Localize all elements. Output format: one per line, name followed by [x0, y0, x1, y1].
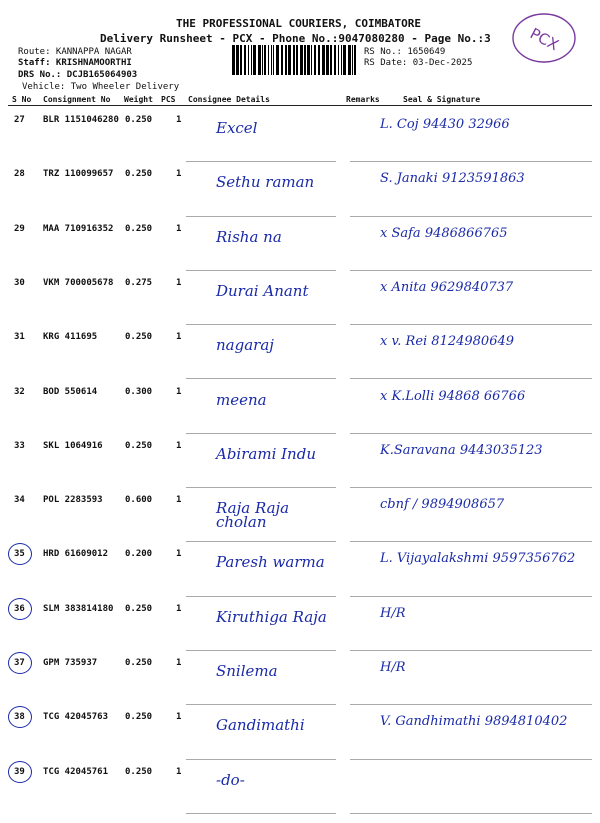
row-signature-handwritten: L. Vijayalakshmi 9597356762 [380, 551, 576, 567]
header-divider [8, 105, 592, 106]
row-weight: 0.250 [125, 658, 153, 668]
row-consignee-handwritten: meena [216, 390, 267, 409]
row-divider [350, 596, 592, 597]
company-title: THE PROFESSIONAL COURIERS, COIMBATORE [176, 17, 422, 30]
table-row [0, 163, 600, 225]
row-consignment-no: SKL 1064916 [43, 440, 103, 451]
row-consignment-no: TCG 42045763 [43, 712, 109, 723]
row-divider [186, 704, 336, 705]
row-pcs: 1 [176, 277, 182, 288]
stamp-text: PCX [526, 24, 562, 55]
row-weight: 0.250 [125, 766, 153, 777]
circled-serial-mark [8, 598, 32, 620]
row-sno: 34 [14, 495, 25, 506]
row-divider [350, 813, 592, 814]
row-pcs: 1 [176, 386, 182, 397]
row-sno: 27 [14, 115, 25, 125]
row-signature-handwritten: x Safa 9486866765 [380, 225, 508, 241]
row-sno: 29 [14, 223, 25, 234]
row-consignee-handwritten: Sethu raman [216, 173, 315, 192]
table-row [0, 706, 600, 768]
table-row [0, 109, 600, 171]
rs-date: RS Date: 03-Dec-2025 [364, 58, 473, 68]
table-row [0, 218, 600, 280]
table-row [0, 381, 600, 443]
col-pcs: PCS [161, 95, 176, 104]
table-row [0, 761, 600, 823]
col-remarks: Remarks [346, 95, 380, 104]
table-row [0, 543, 600, 605]
row-pcs: 1 [176, 440, 182, 451]
row-weight: 0.250 [125, 115, 153, 125]
row-signature-handwritten: H/R [380, 660, 406, 675]
row-consignee-handwritten: Durai Anant [216, 281, 309, 300]
row-pcs: 1 [176, 169, 182, 180]
row-signature-handwritten: H/R [380, 605, 406, 621]
row-divider [186, 541, 336, 542]
row-divider [186, 650, 336, 651]
row-signature-handwritten: S. Janaki 9123591863 [380, 171, 525, 187]
row-consignment-no: BLR 1151046280 [43, 115, 119, 125]
row-divider [186, 324, 336, 325]
row-consignee-handwritten: Abirami Indu [216, 444, 316, 463]
row-consignment-no: VKM 700005678 [43, 277, 114, 288]
row-weight: 0.250 [125, 169, 153, 180]
col-consignment: Consignment No [43, 95, 111, 104]
row-divider [186, 161, 336, 162]
row-pcs: 1 [176, 603, 182, 614]
row-consignment-no: SLM 383814180 [43, 603, 114, 614]
row-divider [186, 759, 336, 760]
row-signature-handwritten: x Anita 9629840737 [380, 279, 514, 295]
rs-number: RS No.: 1650649 [364, 47, 446, 57]
runsheet-subtitle: Delivery Runsheet - PCX - Phone No.:9047080280 - Page No.:3 [100, 32, 491, 45]
row-sno: 36 [14, 603, 25, 614]
row-pcs: 1 [176, 332, 182, 343]
row-signature-handwritten: cbnf / 9894908657 [380, 497, 505, 513]
table-row [0, 272, 600, 334]
row-weight: 0.250 [125, 603, 153, 614]
row-signature-handwritten: L. Coj 94430 32966 [380, 117, 510, 132]
row-consignee-handwritten: Kiruthiga Raja [216, 607, 327, 626]
row-divider [186, 487, 336, 488]
row-signature-handwritten: K.Saravana 9443035123 [380, 442, 543, 458]
row-consignment-no: TRZ 110099657 [43, 169, 114, 180]
row-consignee-handwritten: nagaraj [216, 336, 274, 355]
row-consignee-handwritten: Snilema [216, 662, 278, 680]
table-row [0, 652, 600, 714]
table-row [0, 435, 600, 497]
row-divider [350, 433, 592, 434]
row-divider [350, 704, 592, 705]
row-weight: 0.200 [125, 549, 153, 560]
col-seal: Seal & Signature [403, 95, 481, 104]
row-sno: 38 [14, 712, 25, 723]
circled-serial-mark [8, 543, 32, 565]
circled-serial-mark [8, 761, 32, 783]
row-weight: 0.250 [125, 332, 153, 343]
row-pcs: 1 [176, 549, 182, 560]
row-divider [186, 378, 336, 379]
row-divider [350, 541, 592, 542]
row-consignee-handwritten: Gandimathi [216, 716, 305, 735]
row-sno: 31 [14, 332, 25, 343]
row-divider [350, 270, 592, 271]
row-signature-handwritten: x v. Rei 8124980649 [380, 334, 515, 350]
staff-label: Staff: KRISHNAMOORTHI [18, 58, 132, 68]
col-sno: S No [12, 95, 32, 104]
row-signature-handwritten: V. Gandhimathi 9894810402 [380, 714, 568, 730]
row-consignment-no: MAA 710916352 [43, 223, 114, 234]
table-row [0, 489, 600, 551]
row-divider [186, 270, 336, 271]
row-divider [350, 759, 592, 760]
row-pcs: 1 [176, 766, 182, 777]
row-divider [350, 487, 592, 488]
row-signature-handwritten: x K.Lolli 94868 66766 [380, 388, 526, 404]
row-sno: 30 [14, 277, 25, 288]
row-divider [350, 378, 592, 379]
row-weight: 0.275 [125, 277, 153, 288]
row-consignee-handwritten: -do- [216, 770, 245, 789]
row-sno: 39 [14, 766, 25, 777]
drs-label: DRS No.: DCJB165064903 [18, 70, 138, 80]
circled-serial-mark [8, 706, 32, 728]
row-weight: 0.600 [125, 495, 153, 506]
row-sno: 32 [14, 386, 25, 397]
row-divider [186, 433, 336, 434]
row-divider [186, 216, 336, 217]
circled-serial-mark [8, 652, 32, 674]
col-consignee: Consignee Details [188, 95, 270, 104]
row-consignee-handwritten: Risha na [216, 227, 282, 246]
barcode [232, 45, 358, 75]
row-consignment-no: HRD 61609012 [43, 549, 109, 560]
row-divider [186, 596, 336, 597]
route-label: Route: KANNAPPA NAGAR [18, 47, 132, 57]
row-divider [350, 324, 592, 325]
row-consignment-no: KRG 411695 [43, 332, 98, 343]
row-divider [350, 650, 592, 651]
col-weight: Weight [124, 95, 153, 104]
row-weight: 0.250 [125, 440, 153, 451]
pcx-stamp [510, 10, 578, 66]
row-sno: 35 [14, 549, 25, 560]
row-consignee-handwritten: Raja Raja cholan [216, 499, 290, 532]
row-consignment-no: BOD 550614 [43, 386, 98, 397]
row-consignment-no: POL 2283593 [43, 495, 103, 506]
row-divider [350, 161, 592, 162]
row-sno: 33 [14, 440, 25, 451]
table-row [0, 598, 600, 660]
row-sno: 37 [14, 658, 25, 668]
row-pcs: 1 [176, 658, 182, 668]
row-consignee-handwritten: Paresh warma [216, 553, 325, 572]
row-weight: 0.300 [125, 386, 153, 397]
row-pcs: 1 [176, 115, 182, 125]
row-pcs: 1 [176, 223, 182, 234]
row-divider [186, 813, 336, 814]
row-pcs: 1 [176, 495, 182, 506]
row-consignment-no: GPM 735937 [43, 658, 98, 668]
vehicle-label: Vehicle: Two Wheeler Delivery [22, 82, 180, 92]
row-sno: 28 [14, 169, 25, 180]
row-pcs: 1 [176, 712, 182, 723]
row-weight: 0.250 [125, 223, 153, 234]
table-row [0, 326, 600, 388]
row-consignee-handwritten: Excel [216, 119, 258, 137]
row-weight: 0.250 [125, 712, 153, 723]
row-consignment-no: TCG 42045761 [43, 766, 109, 777]
row-divider [350, 216, 592, 217]
